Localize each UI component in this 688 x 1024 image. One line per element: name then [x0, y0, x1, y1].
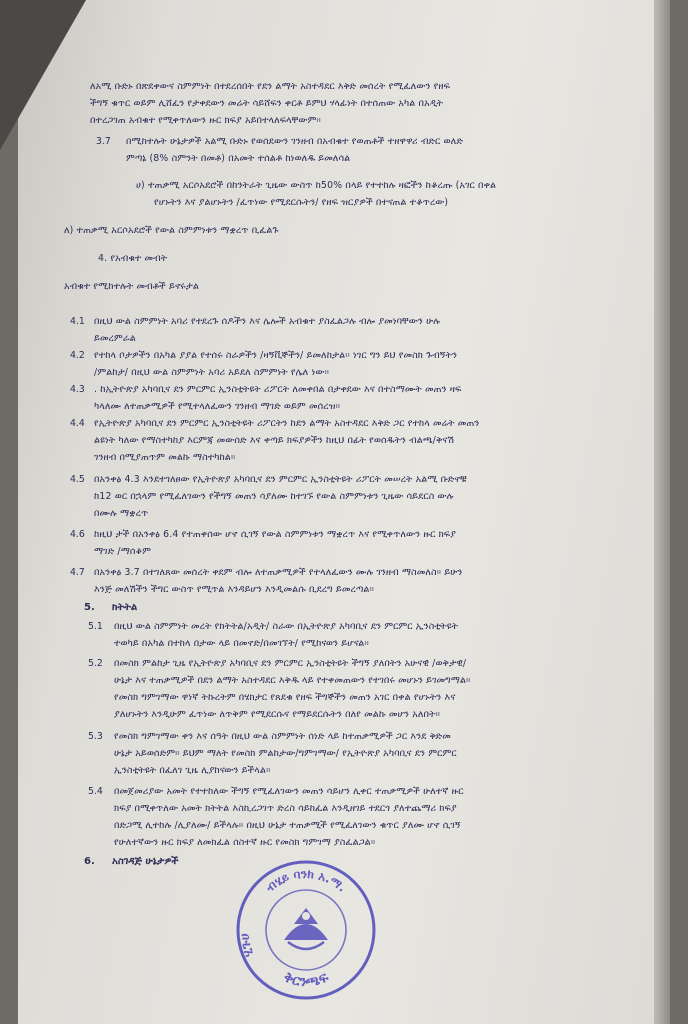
text-line: . ከኢትዮጵያ አካባቢና ደን ምርምር ኢንስቲትዩት ሪፖርት ለመቀበል በታቀደው እና በተስማሙት መጠን ዛፍ — [94, 384, 462, 395]
svg-text:ሂጉሀ — [238, 933, 258, 959]
clause-number: 3.7 — [96, 136, 111, 147]
bank-stamp — [232, 856, 380, 1004]
text-line: ምጣኔ (8% ስምንት በመቶ) በአመት ተሰልቶ ከነወለዱ ይመለሳል — [126, 153, 351, 164]
text-line: ማገድ /ማሰቆም — [94, 546, 151, 557]
stamp-emblem-icon — [284, 908, 328, 949]
clause-number: 5.3 — [88, 731, 103, 742]
section-number: 5. — [84, 602, 95, 613]
section-title: አስገዳጅ ሁኔታዎች — [112, 856, 179, 867]
section-number: 6. — [84, 856, 95, 867]
stamp-bottom-text: ቅርንጫፍ — [281, 969, 331, 991]
clause-number: 4.2 — [70, 350, 85, 361]
section-intro: አብቁተ የሚከተሉት መብቶች ይኖሩታል — [64, 281, 199, 292]
clause-number: 4.1 — [70, 316, 85, 327]
clause-number: 4.3 — [70, 384, 85, 395]
text-line: ሀ) ተጠቃሚ አርሶአደሮች በከንትራት ጊዜው ውስጥ ከ50% በላይ የተተከሉ ዛፎችን ከቆረጡ (አገር በቀል — [136, 180, 497, 191]
text-line: ከዚህ ታች በአንቀፅ 6.4 የተጠቀሰው ሆኖ ሲገኝ የውል ስምምነቱን ማቋረጥ እና የሚቀጥለውን ዙር ክፍያ — [94, 529, 456, 540]
clause-number: 5.1 — [88, 621, 103, 632]
clause-number: 4.4 — [70, 418, 85, 429]
svg-text:ቅርንጫፍ — [281, 969, 331, 991]
text-line: ገንዘብ በሚያጠጥም መልኩ ማስተካከል። — [94, 452, 236, 463]
clause-number: 4.5 — [70, 474, 85, 485]
text-line: ካላለሙ ለተጠቃሚዎች የሚተላለፈውን ገንዘብ ማገድ ወይም መሰረዝ። — [94, 401, 341, 412]
text-line: የኢትዮጵያ አካባቢና ደን ምርምር ኢንስቲትዩት ሪፖርትን ከደን ልማት አስተዳደር እቅድ ጋር የተከላ መሬት መጠን — [94, 418, 480, 429]
text-line: ኢንስቲትዩት በፈለገ ጊዜ ሊያከናውን ይችላል። — [114, 765, 271, 776]
clause-number: 5.2 — [88, 658, 103, 669]
text-line: የተከላ ቦታዎችን በአካል ያያል የተሰሩ ስራዎችን /ዛኝቪኞችን/ ይመለከታል። ነገር ግን ይህ የመስክ ጉብኝትን — [94, 350, 458, 361]
page-edge-shadow — [654, 0, 670, 1024]
folded-corner-shadow — [0, 0, 86, 150]
text-line: በአንቀፅ 3.7 በተገለጸው መሰረት ቀደም ብሎ ለተጠቃሚዎች የተላለፈውን ሙሉ ገንዘብ ማስመለስ። ይሁን — [94, 567, 463, 578]
text-line: ይመረምራል — [94, 333, 136, 344]
text-line: እንጅ መለሽችን ችግር ውስጥ የሚጥል እንዳይሆን እንዲመልሱ ቢደረግ ይመረጣል። — [94, 584, 375, 595]
document-page — [18, 0, 670, 1024]
text-line: ተወካይ በአካል በተከላ በታው ላይ በመኖድ/በመገኘት/ የሚከናወን ይሆናል። — [114, 638, 369, 649]
text-line: ሁኔታ እና ተጠቃሚዎች በደን ልማት አስተዳደር እቅዱ ላይ የተቀመጠውን የተገበሩ መሆኑን ይገመግማል። — [114, 675, 471, 686]
text-line: የሁለተኛውን ዙር ክፍያ ለመክፈል ሰስተኛ ዙር የመስክ ግምገማ ያስፈልጋል። — [114, 837, 376, 848]
text-line: በዚህ ውል ስምምነት አባሪ የተደረጉ ሰዶችን እና ሌሎች አብቁተ ያስፈልጋሉ ብሎ ያመነባቸውን ሁሉ — [94, 316, 441, 327]
text-line: ከ12 ወር በኋላም የሚፈለገውን የችግኝ መጠን ሳያለሙ ከተገኙ የውል ስምምነቱን ጊዜው ሳይደርስ ውሉ — [94, 491, 454, 502]
text-line: ያለሆኑትን እንዲሁም ፈጥነው ለጥቅም የሚደርሱና የማይደርሱትን በለየ መልኩ መሆን አለበት። — [114, 709, 441, 720]
clause-number: 4.6 — [70, 529, 85, 540]
stamp-top-text: ብሄይ ባንክ አ.ማ. — [263, 866, 350, 895]
text-line: የሆኑትን እና ያልሆኑትን /ፈጥነው የሚደርሱትን/ የዘፍ ዝርያዎች በተናጠል ተቆጥረው) — [154, 197, 449, 208]
text-line: በተረጋገጠ አብቁተ የሚቀጥለውን ዙር ክፍያ አይበተላለፍላቸውም። — [90, 115, 321, 126]
text-line: ሁኔታ አይወሰድም። ይህም ማለት የመስክ ምልከታው/ግምገማው/ የኢትዮጵያ አካባቢና ደን ምርምር — [114, 748, 457, 759]
clause-number: 5.4 — [88, 786, 103, 797]
text-line: ችግኝ ቁጥር ወይም ሊሸፈን የታቀደውን መሬት ሳይሸፍን ቀርቶ ይምህ ሃላፊነት በተሰጠው አካል በአዲት — [90, 98, 444, 109]
text-line: በአንቀፅ 4.3 እንደተገለፀው የኢትዮጵያ አካባቢና ደን ምርምር ኢንስቲትዩት ሪፖርት መሠረት አልሚ ቡድኖቹ — [94, 474, 467, 485]
text-line: ለአሚ ቡድኑ በጽደቀውና ስምምነት በተደረሰበት የደን ልማት አስተዳደር እቅድ መሰረት የሚፈለውን የዘፍ — [90, 81, 451, 92]
clause-number: 4.7 — [70, 567, 85, 578]
text-line: /ምልከታ/ በዚህ ውል ስምምነት አባሪ አይደለ ስምምነት የሌለ ነው። — [94, 367, 330, 378]
stamp-left-text: ሂጉሀ — [237, 932, 258, 959]
text-line: በድጋሚ ሊተከሉ /ሊያለሙ/ ይችላሉ። በዚህ ሁኔታ ተጠቃሚች የሚፈለገውን ቁጥር ያለሙ ሆኖ ሲገኝ — [114, 820, 461, 831]
text-line: ክፍያ በሚቀጥለው አመት ክትትል እስኪረጋገጥ ድረስ ሳይከፈል እንዲዘገይ ተደርጎ ያለተጨማሪ ክፍያ — [114, 803, 457, 814]
text-line: ለ) ተጠቃሚ አርሶአደሮች የውል ስምምነቱን ማቋረጥ ቢፈልጉ — [64, 225, 279, 236]
text-line: ልዩነት ካለው የማስተካከያ እርምጃ መውሰድ እና ቀጣይ ክፍያዎችን ከዚህ በፊት የወሰዱትን ብልጫ/ቅናሽ — [94, 435, 454, 446]
text-line: በሚከተሉት ሁኔታዎች አልሚ ቡድኑ የወሰደውን ገንዘብ በአብቁተ የወጠቶች ተዘዋዋሪ ብድር ወለድ — [126, 136, 463, 147]
text-line: በመጀመሪያው አመት የተተከለው ችግኝ የሚፈለገውን መጠን ሳይሆን ሊቀር ተጠቃሚዎች ሁለተኛ ዙር — [114, 786, 464, 797]
text-line: የመስክ ግምገማው ቀን እና ሰዓት በዚህ ውል ስምምነት ሰነድ ላይ ከተጠቃሚዎች ጋር እንደ ቅድመ — [114, 731, 451, 742]
section-heading: 4. የአብቁተ መብት — [98, 253, 168, 264]
text-line: የመስክ ግምገማው ዋነኛ ትኩረትም በሄክታር የጸደቁ የዘፍ ችግኞችን መጠን አገር በቀል የሆኑትን እና — [114, 692, 456, 703]
text-line: በመስክ ምልከታ ጊዜ የኢትዮጵያ አካባቢና ደን ምርምር ኢንስቲትዩት ችግኝ ያለበትን አሁናዊ /ወቅታዊ/ — [114, 658, 467, 669]
text-line: በዚህ ውል ስምምነት መረት የክትትል/አዲት/ ስራው በኢትዮጵያ አካባቢና ደን ምርምር ኢንስቲትዩት — [114, 621, 459, 632]
section-title: ክትትል — [112, 602, 138, 613]
text-line: በሙሉ ማቋረጥ — [94, 508, 149, 519]
